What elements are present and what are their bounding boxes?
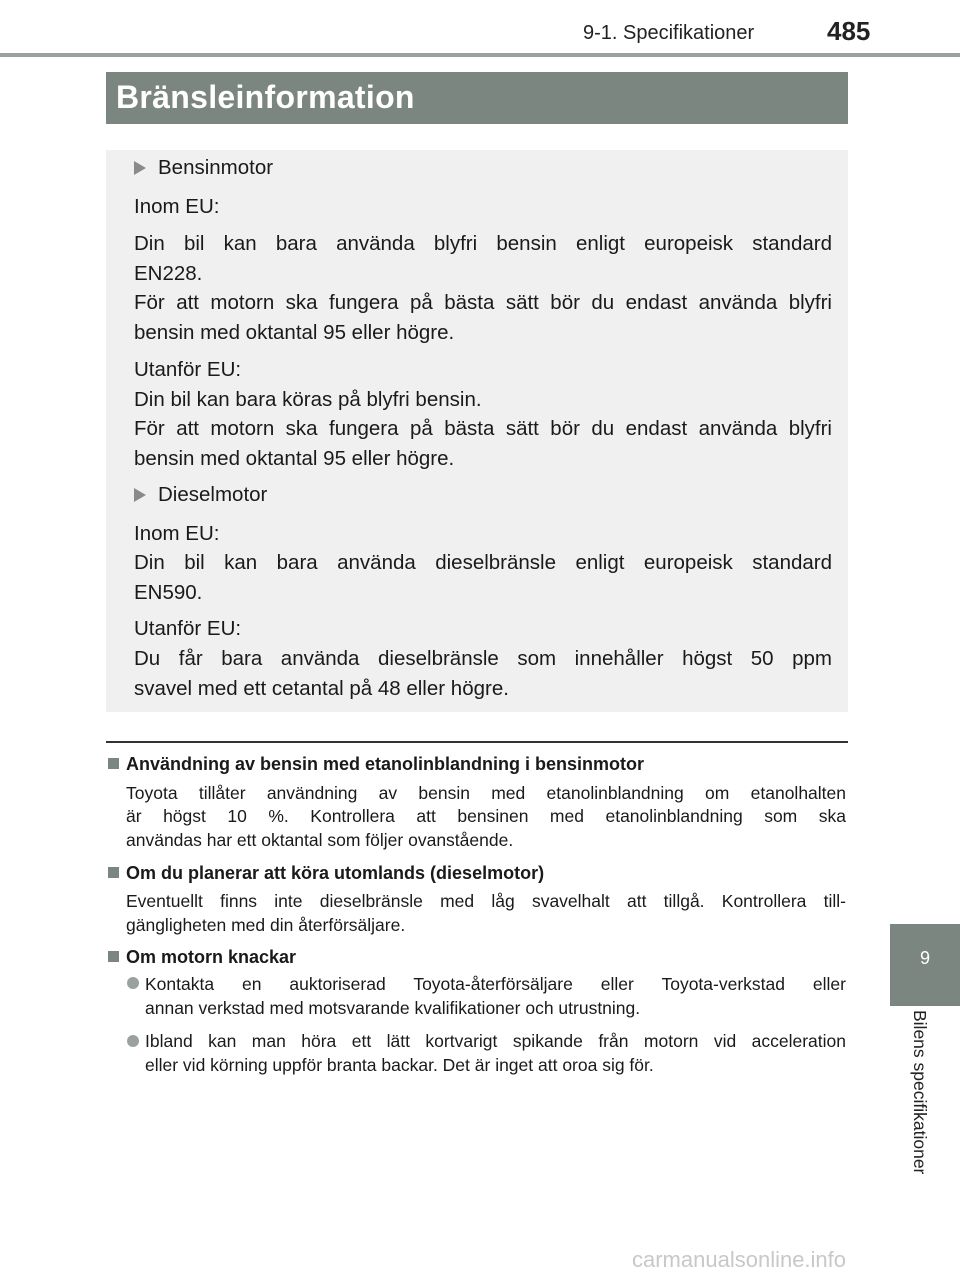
- note-text: användas har ett oktantal som följer ovanstående.: [126, 830, 514, 850]
- petrol-noneu-label: Utanför EU:: [134, 358, 242, 381]
- bullet-text: eller vid körning uppför branta backar. Det är inget att oroa sig för.: [145, 1055, 654, 1075]
- note-text: Eventuellt finns inte dieselbränsle med låg svavelhalt att tillgå. Kontrollera till-: [126, 891, 846, 911]
- note-heading-ethanol: Användning av bensin med etanolinblandning i bensinmotor: [126, 754, 645, 774]
- petrol-eu-line: För att motorn ska fungera på bästa sätt bör du endast använda blyfri: [134, 291, 832, 314]
- diesel-heading: Dieselmotor: [158, 483, 268, 506]
- note-text: är högst 10 %. Kontrollera att bensinen med etanolinblandning som ska: [126, 806, 846, 826]
- petrol-noneu-line: För att motorn ska fungera på bästa sätt bör du endast använda blyfri: [134, 417, 832, 440]
- title-bar: [106, 72, 848, 124]
- chapter-label: Bilens specifikationer: [910, 1010, 930, 1175]
- petrol-eu-line: EN228.: [134, 262, 203, 285]
- diesel-noneu-line: Du får bara använda dieselbränsle som innehåller högst 50 ppm: [134, 647, 832, 670]
- bullet-text: Kontakta en auktoriserad Toyota-återförsäljare eller Toyota-verkstad eller: [145, 974, 846, 994]
- chapter-tab: [890, 924, 960, 1006]
- note-text: gängligheten med din återförsäljare.: [126, 915, 406, 935]
- diesel-noneu-line: svavel med ett cetantal på 48 eller högre.: [134, 677, 509, 700]
- petrol-heading: Bensinmotor: [158, 156, 274, 179]
- chapter-number: 9: [919, 948, 930, 968]
- petrol-eu-label: Inom EU:: [134, 195, 220, 218]
- diesel-noneu-label: Utanför EU:: [134, 617, 242, 640]
- note-heading-abroad: Om du planerar att köra utomlands (dieselmotor): [126, 863, 545, 883]
- square-bullet-icon: [108, 951, 119, 962]
- bullet-text: annan verkstad med motsvarande kvalifikationer och utrustning.: [145, 998, 641, 1018]
- diesel-eu-line: EN590.: [134, 581, 203, 604]
- page-title: Bränsleinformation: [116, 79, 415, 115]
- chapter-label-container: [910, 1010, 934, 1210]
- header-section: 9-1. Specifikationer: [583, 22, 755, 44]
- fuel-info-box: [106, 150, 848, 712]
- petrol-eu-line: bensin med oktantal 95 eller högre.: [134, 321, 455, 344]
- square-bullet-icon: [108, 758, 119, 769]
- petrol-noneu-line: bensin med oktantal 95 eller högre.: [134, 447, 455, 470]
- square-bullet-icon: [108, 867, 119, 878]
- header-rule: [0, 53, 960, 57]
- circle-bullet-icon: [127, 977, 139, 989]
- watermark: carmanualsonline.info: [632, 1247, 847, 1272]
- diesel-eu-label: Inom EU:: [134, 522, 220, 545]
- petrol-eu-line: Din bil kan bara använda blyfri bensin enligt europeisk standard: [134, 232, 832, 255]
- circle-bullet-icon: [127, 1035, 139, 1047]
- diesel-eu-line: Din bil kan bara använda dieselbränsle enligt europeisk standard: [134, 551, 832, 574]
- bullet-text: Ibland kan man höra ett lätt kortvarigt spikande från motorn vid acceleration: [145, 1031, 846, 1051]
- triangle-bullet-icon: [134, 161, 146, 175]
- section-divider: [106, 741, 848, 743]
- note-text: Toyota tillåter användning av bensin med etanolinblandning om etanolhalten: [126, 783, 846, 803]
- page-number: 485: [827, 16, 871, 46]
- note-heading-knock: Om motorn knackar: [126, 947, 297, 967]
- petrol-noneu-line: Din bil kan bara köras på blyfri bensin.: [134, 388, 482, 411]
- triangle-bullet-icon: [134, 488, 146, 502]
